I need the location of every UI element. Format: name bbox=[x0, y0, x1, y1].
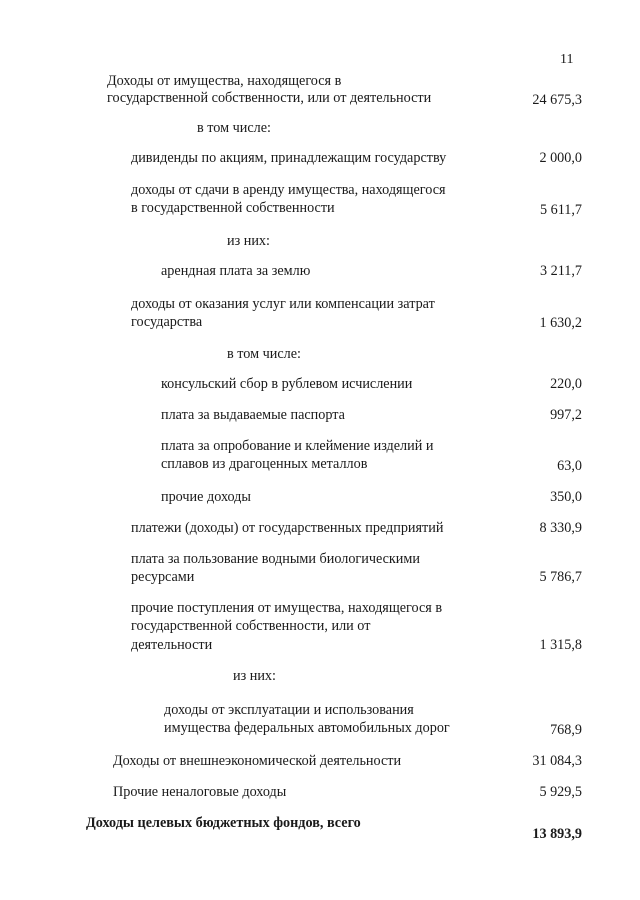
row-value: 31 084,3 bbox=[532, 753, 582, 769]
row-value: 24 675,3 bbox=[532, 92, 582, 108]
row-label-line1: прочие доходы bbox=[161, 489, 251, 505]
row-label-line1: плата за пользование водными биологическими bbox=[131, 551, 420, 567]
page-number: 11 bbox=[560, 52, 574, 67]
row-value: 63,0 bbox=[557, 458, 582, 474]
row-label-line2: государственной собственности, или от bbox=[131, 618, 371, 634]
section-heading: в том числе: bbox=[227, 346, 301, 362]
row-value: 2 000,0 bbox=[539, 150, 582, 166]
row-value: 5 611,7 bbox=[539, 202, 582, 218]
row-label-line1: Прочие неналоговые доходы bbox=[113, 784, 287, 800]
row-label-line1: плата за выдаваемые паспорта bbox=[161, 407, 345, 423]
row-value: 768,9 bbox=[550, 722, 582, 738]
row-label-line1: платежи (доходы) от государственных предприятий bbox=[131, 520, 444, 536]
row-value: 220,0 bbox=[550, 376, 582, 392]
row-label-line1: Доходы от имущества, находящегося в bbox=[107, 73, 342, 89]
row-value: 5 786,7 bbox=[539, 569, 582, 585]
section-heading: из них: bbox=[227, 233, 270, 249]
row-label-line1: дивиденды по акциям, принадлежащим государству bbox=[131, 150, 447, 166]
row-label-line2: имущества федеральных автомобильных дорог bbox=[164, 720, 450, 736]
row-label-line2: сплавов из драгоценных металлов bbox=[161, 456, 368, 472]
total-label: Доходы целевых бюджетных фондов, всего bbox=[86, 815, 361, 831]
row-label-line1: доходы от оказания услуг или компенсации затрат bbox=[131, 296, 435, 312]
row-value: 997,2 bbox=[550, 407, 582, 423]
row-value: 8 330,9 bbox=[539, 520, 582, 536]
row-label-line3: деятельности bbox=[131, 637, 213, 653]
row-label-line1: прочие поступления от имущества, находящегося в bbox=[131, 600, 443, 616]
section-heading: из них: bbox=[233, 668, 276, 684]
row-label-line1: доходы от эксплуатации и использования bbox=[164, 702, 414, 718]
row-value: 350,0 bbox=[550, 489, 582, 505]
row-label-line1: консульский сбор в рублевом исчислении bbox=[161, 376, 413, 392]
row-label-line1: Доходы от внешнеэкономической деятельности bbox=[113, 753, 402, 769]
row-label-line1: арендная плата за землю bbox=[161, 263, 311, 279]
row-label-line2: государственной собственности, или от деятельности bbox=[107, 90, 432, 106]
row-value: 1 630,2 bbox=[539, 315, 582, 331]
section-heading: в том числе: bbox=[197, 120, 271, 136]
row-value: 5 929,5 bbox=[539, 784, 582, 800]
row-label-line2: ресурсами bbox=[131, 569, 195, 585]
row-label-line1: доходы от сдачи в аренду имущества, находящегося bbox=[131, 182, 446, 198]
row-label-line2: государства bbox=[131, 314, 203, 330]
row-label-line2: в государственной собственности bbox=[131, 200, 335, 216]
row-value: 3 211,7 bbox=[539, 263, 582, 279]
row-label-line1: плата за опробование и клеймение изделий и bbox=[161, 438, 434, 454]
row-value: 1 315,8 bbox=[539, 637, 582, 653]
total-value: 13 893,9 bbox=[532, 826, 582, 842]
